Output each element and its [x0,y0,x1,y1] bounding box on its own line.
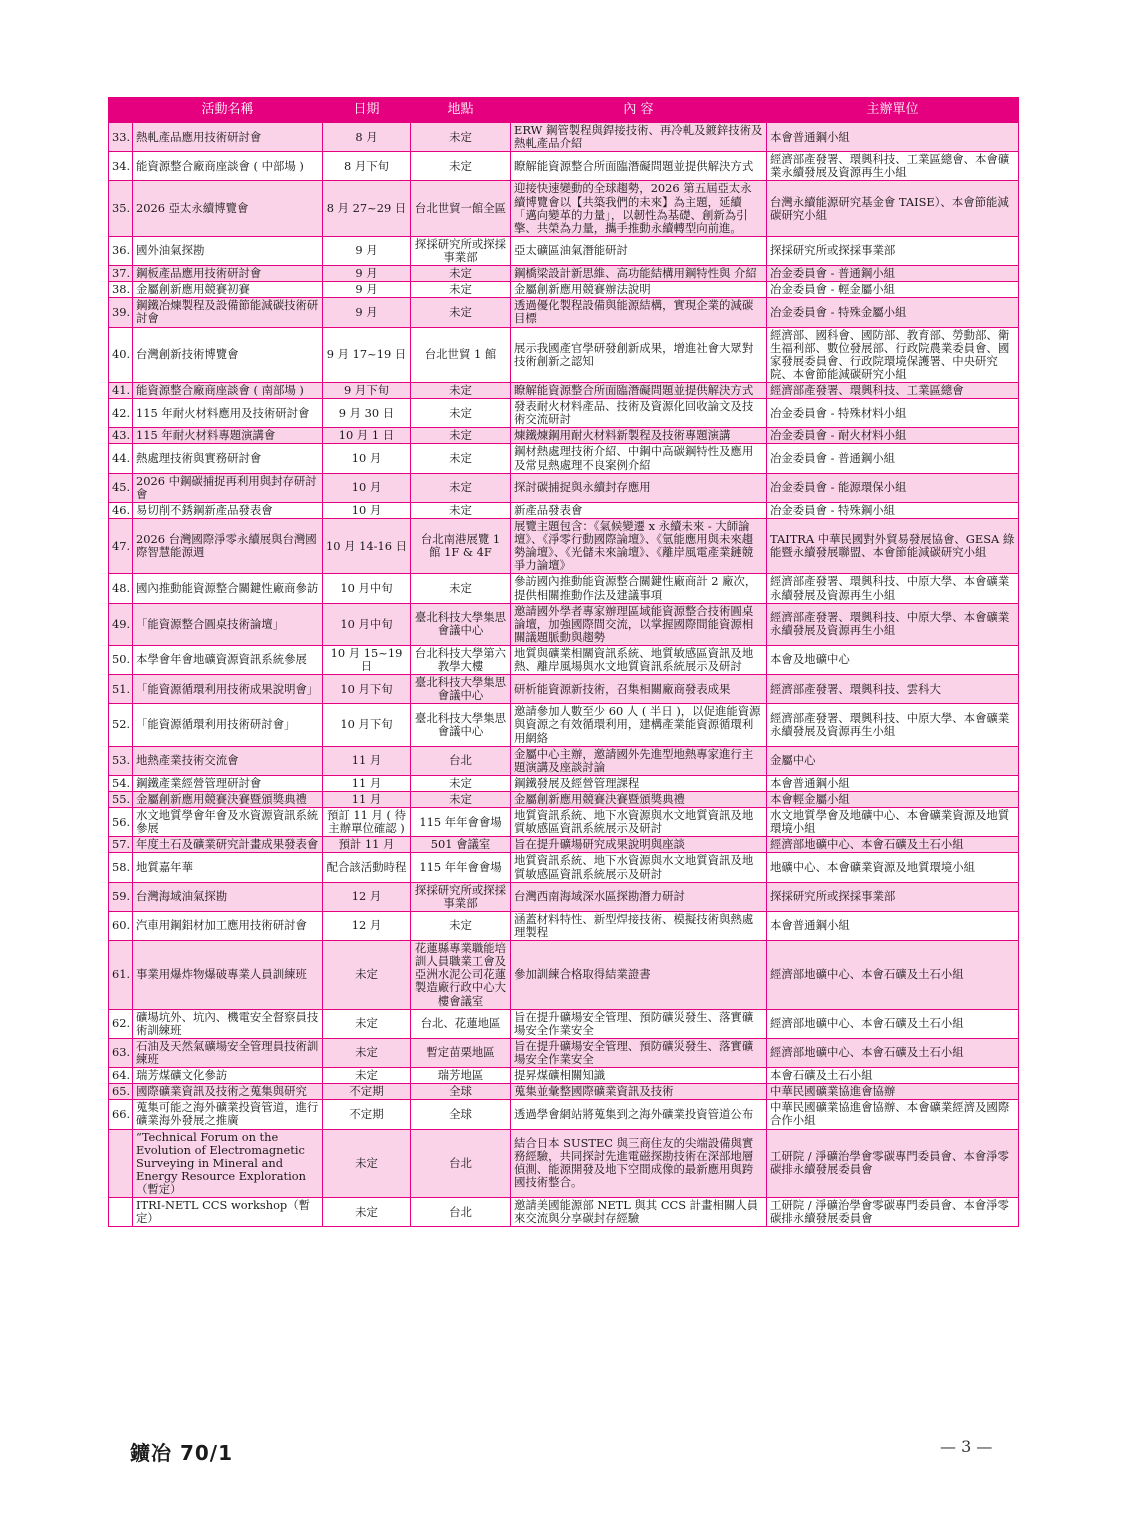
location-cell: 115 年年會會場 [411,853,511,882]
content-cell: 邀請國外學者專家辦理區域能資源整合技術圓桌論壇，加強國際間交流，以掌握國際間能資源相關議題脈動與趨勢 [511,603,767,645]
content-cell: 邀請參加人數至少 60 人 ( 半日 )，以促進能資源與資源之有效循環利用，建構產業能資源循環利用網絡 [511,704,767,746]
event-name-cell: 2026 亞太永續博覽會 [133,181,323,236]
location-cell: 全球 [411,1100,511,1129]
event-name-cell: 熱處理技術與實務研討會 [133,444,323,473]
event-name-cell: 台灣海域油氣探勘 [133,882,323,911]
content-cell: ERW 鋼管製程與銲接技術、再冷軋及鍍鋅技術及熱軋產品介紹 [511,123,767,152]
table-row [109,645,1019,674]
content-cell: 展示我國產官學研發創新成果，增進社會大眾對技術創新之認知 [511,327,767,382]
date-cell: 9 月 30 日 [323,399,411,428]
event-name-cell: 金屬創新應用競賽初賽 [133,282,323,298]
organizer-cell: 探採研究所或探採事業部 [767,236,1019,265]
event-name-cell: 2026 台灣國際淨零永續展與台灣國際智慧能源週 [133,518,323,573]
header-index-cell [109,98,133,123]
row-number: 38. [109,282,133,298]
location-cell: 台北 [411,1129,511,1198]
row-number: 49. [109,603,133,645]
content-cell: 參訪國內推動能資源整合關鍵性廠商計 2 廠次，提供相關推動作法及建議事項 [511,574,767,603]
location-cell: 臺北科技大學集思會議中心 [411,704,511,746]
organizer-cell: 工研院 / 淨礦治學會零碳專門委員會、本會淨零碳排永續發展委員會 [767,1129,1019,1198]
events-table [108,97,1019,1227]
row-number: 59. [109,882,133,911]
location-cell: 未定 [411,911,511,940]
event-name-cell: 115 年耐火材料專題演講會 [133,428,323,444]
date-cell: 9 月 [323,266,411,282]
date-cell: 10 月下旬 [323,675,411,704]
table-row [109,792,1019,808]
location-cell: 臺北科技大學集思會議中心 [411,603,511,645]
date-cell: 未定 [323,1068,411,1084]
table-row [109,603,1019,645]
row-number: 43. [109,428,133,444]
row-number: 34. [109,152,133,181]
row-number: 54. [109,775,133,791]
table-row [109,502,1019,518]
organizer-cell: 本會普通鋼小組 [767,775,1019,791]
organizer-cell: 冶金委員會 - 特殊鋼小組 [767,502,1019,518]
content-cell: 展覽主題包含：《氣候變遷 x 永續未來 - 大師論壇》、《淨零行動國際論壇》、《氫能應用與未來趨勢論壇》、《光儲未來論壇》、《離岸風電產業鏈競爭力論壇》 [511,518,767,573]
content-cell: 探討碳捕捉與永續封存應用 [511,473,767,502]
organizer-cell: 金屬中心 [767,746,1019,775]
event-name-cell: 台灣創新技術博覽會 [133,327,323,382]
content-cell: 旨在提升礦場安全管理、預防礦災發生、落實礦場安全作業安全 [511,1009,767,1038]
event-name-cell: 鋼板產品應用技術研討會 [133,266,323,282]
table-row [109,444,1019,473]
table-row [109,574,1019,603]
table-row [109,853,1019,882]
table-row [109,1084,1019,1100]
organizer-cell: 冶金委員會 - 輕金屬小組 [767,282,1019,298]
date-cell: 未定 [323,941,411,1010]
date-cell: 9 月 [323,282,411,298]
content-cell: 研析能資源新技術，召集相關廠商發表成果 [511,675,767,704]
content-cell: 鋼材熱處理技術介紹、中鋼中高碳鋼特性及應用及常見熱處理不良案例介紹 [511,444,767,473]
content-cell: 亞太礦區油氣潛能研討 [511,236,767,265]
content-cell: 提昇煤礦相關知識 [511,1068,767,1084]
event-name-cell: 礦場坑外、坑內、機電安全督察員技術訓練班 [133,1009,323,1038]
table-row [109,298,1019,327]
header-location: 地點 [411,98,511,123]
row-number: 42. [109,399,133,428]
date-cell: 10 月下旬 [323,704,411,746]
organizer-cell: 冶金委員會 - 普通鋼小組 [767,444,1019,473]
row-number [109,1198,133,1227]
content-cell: 邀請美國能源部 NETL 與其 CCS 計畫相關人員來交流與分享碳封存經驗 [511,1198,767,1227]
location-cell: 暫定苗栗地區 [411,1038,511,1067]
table-row [109,1129,1019,1198]
location-cell: 未定 [411,282,511,298]
organizer-cell: 台灣永續能源研究基金會 TAISE）、本會節能減碳研究小組 [767,181,1019,236]
row-number [109,1129,133,1198]
table-row [109,518,1019,573]
content-cell: 金屬創新應用競賽決賽暨頒獎典禮 [511,792,767,808]
organizer-cell: 冶金委員會 - 耐火材料小組 [767,428,1019,444]
organizer-cell: 經濟部產發署、環興科技、中原大學、本會礦業永續發展及資源再生小組 [767,704,1019,746]
event-name-cell: 國外油氣探勘 [133,236,323,265]
location-cell: 未定 [411,473,511,502]
page-number: — 3 — [940,1437,993,1456]
event-name-cell: 國際礦業資訊及技術之蒐集與研究 [133,1084,323,1100]
date-cell: 8 月 27~29 日 [323,181,411,236]
location-cell: 探採研究所或探採事業部 [411,236,511,265]
content-cell: 發表耐火材料產品、技術及資源化回收論文及技術交流研討 [511,399,767,428]
event-name-cell: 熱軋產品應用技術研討會 [133,123,323,152]
content-cell: 透過學會網站將蒐集到之海外礦業投資管道公布 [511,1100,767,1129]
content-cell: 旨在提升礦場安全管理、預防礦災發生、落實礦場安全作業安全 [511,1038,767,1067]
row-number: 57. [109,837,133,853]
row-number: 65. [109,1084,133,1100]
date-cell: 10 月 [323,473,411,502]
row-number: 63. [109,1038,133,1067]
row-number: 33. [109,123,133,152]
date-cell: 未定 [323,1129,411,1198]
table-row [109,181,1019,236]
row-number: 41. [109,382,133,398]
header-organizer: 主辦單位 [767,98,1019,123]
location-cell: 未定 [411,792,511,808]
table-row [109,152,1019,181]
table-row [109,882,1019,911]
organizer-cell: 經濟部產發署、環興科技、雲科大 [767,675,1019,704]
event-name-cell: 易切削不銹鋼新產品發表會 [133,502,323,518]
content-cell: 鋼鐵發展及經營管理課程 [511,775,767,791]
content-cell: 地質資訊系統、地下水資源與水文地質資訊及地質敏感區資訊系統展示及研討 [511,808,767,837]
row-number: 50. [109,645,133,674]
location-cell: 探採研究所或探採事業部 [411,882,511,911]
table-row [109,382,1019,398]
organizer-cell: 冶金委員會 - 能源環保小組 [767,473,1019,502]
date-cell: 11 月 [323,746,411,775]
header-event-name: 活動名稱 [133,98,323,123]
location-cell: 台北、花蓮地區 [411,1009,511,1038]
date-cell: 9 月 [323,298,411,327]
content-cell: 涵蓋材料特性、新型焊接技術、模擬技術與熱處理製程 [511,911,767,940]
date-cell: 12 月 [323,882,411,911]
date-cell: 11 月 [323,792,411,808]
content-cell: 金屬中心主辦，邀請國外先進型地熱專家進行主題演講及座談討論 [511,746,767,775]
table-row [109,837,1019,853]
organizer-cell: 本會普通鋼小組 [767,123,1019,152]
organizer-cell: 經濟部產發署、環興科技、中原大學、本會礦業永續發展及資源再生小組 [767,574,1019,603]
date-cell: 10 月中旬 [323,603,411,645]
organizer-cell: 本會普通鋼小組 [767,911,1019,940]
content-cell: 結合日本 SUSTEC 與三商住友的尖端設備與實務經驗，共同探討先進電磁探勘技術在深部地層偵測、能源開發及地下空間成像的最新應用與跨國技術整合。 [511,1129,767,1198]
date-cell: 不定期 [323,1100,411,1129]
organizer-cell: 本會及地礦中心 [767,645,1019,674]
table-header-row [109,98,1019,123]
content-cell: 金屬創新應用競賽辦法說明 [511,282,767,298]
row-number: 58. [109,853,133,882]
event-name-cell: 地質嘉年華 [133,853,323,882]
date-cell: 未定 [323,1038,411,1067]
table-row [109,911,1019,940]
table-row [109,675,1019,704]
organizer-cell: 探採研究所或探採事業部 [767,882,1019,911]
table-row [109,775,1019,791]
event-name-cell: 汽車用鋼鋁材加工應用技術研討會 [133,911,323,940]
organizer-cell: 經濟部地礦中心、本會石礦及土石小組 [767,837,1019,853]
table-row [109,1068,1019,1084]
location-cell: 未定 [411,382,511,398]
date-cell: 12 月 [323,911,411,940]
table-row [109,1198,1019,1227]
organizer-cell: 中華民國礦業協進會協辦、本會礦業經濟及國際合作小組 [767,1100,1019,1129]
event-name-cell: 「能資源整合圓桌技術論壇」 [133,603,323,645]
location-cell: 台北 [411,1198,511,1227]
table-row [109,123,1019,152]
content-cell: 瞭解能資源整合所面臨潛礙問題並提供解決方式 [511,382,767,398]
date-cell: 不定期 [323,1084,411,1100]
event-name-cell: “Technical Forum on the Evolution of Electromagnetic Surveying in Mineral and Energy Resource Exploration（暫定） [133,1129,323,1198]
location-cell: 台北世貿 1 館 [411,327,511,382]
row-number: 47. [109,518,133,573]
date-cell: 10 月 [323,444,411,473]
row-number: 35. [109,181,133,236]
table-row [109,473,1019,502]
location-cell: 501 會議室 [411,837,511,853]
event-name-cell: ITRI-NETL CCS workshop（暫定） [133,1198,323,1227]
row-number: 56. [109,808,133,837]
organizer-cell: 工研院 / 淨礦治學會零碳專門委員會、本會淨零碳排永續發展委員會 [767,1198,1019,1227]
table-row [109,746,1019,775]
organizer-cell: 經濟部地礦中心、本會石礦及土石小組 [767,1038,1019,1067]
row-number: 51. [109,675,133,704]
date-cell: 9 月下旬 [323,382,411,398]
event-name-cell: 蒐集可能之海外礦業投資管道，進行礦業海外發展之推廣 [133,1100,323,1129]
location-cell: 未定 [411,444,511,473]
location-cell: 台北南港展覽 1 館 1F & 4F [411,518,511,573]
row-number: 45. [109,473,133,502]
event-name-cell: 石油及天然氣礦場安全管理員技術訓練班 [133,1038,323,1067]
date-cell: 配合該活動時程 [323,853,411,882]
event-name-cell: 鋼鐵產業經營管理研討會 [133,775,323,791]
organizer-cell: 經濟部地礦中心、本會石礦及土石小組 [767,1009,1019,1038]
table-row [109,704,1019,746]
journal-title: 鑛冶 70/1 [130,1441,234,1465]
location-cell: 115 年年會會場 [411,808,511,837]
organizer-cell: 冶金委員會 - 特殊材料小組 [767,399,1019,428]
content-cell: 煉鐵煉鋼用耐火材料新製程及技術專題演講 [511,428,767,444]
date-cell: 預訂 11 月 ( 待主辦單位確認 ) [323,808,411,837]
organizer-cell: 本會輕金屬小組 [767,792,1019,808]
organizer-cell: TAITRA 中華民國對外貿易發展協會、GESA 綠能暨永續發展聯盟、本會節能減碳研究小組 [767,518,1019,573]
location-cell: 台北科技大學第六教學大樓 [411,645,511,674]
date-cell: 10 月 15~19 日 [323,645,411,674]
location-cell: 臺北科技大學集思會議中心 [411,675,511,704]
row-number: 46. [109,502,133,518]
event-name-cell: 「能資源循環利用技術成果說明會」 [133,675,323,704]
header-date: 日期 [323,98,411,123]
header-content: 內 容 [511,98,767,123]
content-cell: 瞭解能資源整合所面臨潛礙問題並提供解決方式 [511,152,767,181]
row-number: 62. [109,1009,133,1038]
location-cell: 未定 [411,775,511,791]
event-name-cell: 能資源整合廠商座談會 ( 南部場 ) [133,382,323,398]
table-row [109,1009,1019,1038]
location-cell: 未定 [411,123,511,152]
organizer-cell: 經濟部、國科會、國防部、教育部、勞動部、衛生福利部、數位發展部、行政院農業委員會、國家發展委員會、行政院環境保護署、中央研究院、本會節能減碳研究小組 [767,327,1019,382]
date-cell: 9 月 17~19 日 [323,327,411,382]
content-cell: 蒐集並彙整國際礦業資訊及技術 [511,1084,767,1100]
event-name-cell: 「能資源循環利用技術研討會」 [133,704,323,746]
date-cell: 8 月 [323,123,411,152]
location-cell: 台北 [411,746,511,775]
row-number: 39. [109,298,133,327]
content-cell: 地質與礦業相關資訊系統、地質敏感區資訊及地熱、離岸風場與水文地質資訊系統展示及研討 [511,645,767,674]
table-row [109,282,1019,298]
content-cell: 鋼橋梁設計新思維、高功能結構用鋼特性與 介紹 [511,266,767,282]
organizer-cell: 水文地質學會及地礦中心、本會礦業資源及地質環境小組 [767,808,1019,837]
row-number: 64. [109,1068,133,1084]
content-cell: 旨在提升礦場研究成果說明與座談 [511,837,767,853]
location-cell: 未定 [411,298,511,327]
organizer-cell: 經濟部產發署、環興科技、中原大學、本會礦業永續發展及資源再生小組 [767,603,1019,645]
row-number: 37. [109,266,133,282]
content-cell: 參加訓練合格取得結業證書 [511,941,767,1010]
event-name-cell: 金屬創新應用競賽決賽暨頒獎典禮 [133,792,323,808]
organizer-cell: 經濟部產發署、環興科技、工業區總會、本會礦業永續發展及資源再生小組 [767,152,1019,181]
content-cell: 新產品發表會 [511,502,767,518]
organizer-cell: 地礦中心、本會礦業資源及地質環境小組 [767,853,1019,882]
row-number: 55. [109,792,133,808]
location-cell: 未定 [411,502,511,518]
event-name-cell: 國內推動能資源整合關鍵性廠商參訪 [133,574,323,603]
event-name-cell: 2026 中鋼碳捕捉再利用與封存研討會 [133,473,323,502]
date-cell: 10 月 1 日 [323,428,411,444]
content-cell: 透過優化製程設備與能源結構，實現企業的減碳目標 [511,298,767,327]
row-number: 44. [109,444,133,473]
date-cell: 10 月 [323,502,411,518]
content-cell: 迎接快速變動的全球趨勢，2026 第五屆亞太永續博覽會以【共築我們的未來】為主題，延續「邁向變革的力量」，以韌性為基礎、創新為引擎、共榮為力量，攜手推動永續轉型向前進。 [511,181,767,236]
table-row [109,399,1019,428]
location-cell: 未定 [411,152,511,181]
content-cell: 地質資訊系統、地下水資源與水文地質資訊及地質敏感區資訊系統展示及研討 [511,853,767,882]
table-row [109,236,1019,265]
date-cell: 預計 11 月 [323,837,411,853]
table-row [109,327,1019,382]
event-name-cell: 水文地質學會年會及水資源資訊系統參展 [133,808,323,837]
row-number: 66. [109,1100,133,1129]
event-name-cell: 鋼鐵冶煉製程及設備節能減碳技術研討會 [133,298,323,327]
organizer-cell: 經濟部地礦中心、本會石礦及土石小組 [767,941,1019,1010]
organizer-cell: 本會石礦及土石小組 [767,1068,1019,1084]
date-cell: 未定 [323,1009,411,1038]
row-number: 52. [109,704,133,746]
table-row [109,1038,1019,1067]
organizer-cell: 冶金委員會 - 特殊金屬小組 [767,298,1019,327]
event-name-cell: 事業用爆炸物爆破專業人員訓練班 [133,941,323,1010]
row-number: 40. [109,327,133,382]
event-name-cell: 年度土石及礦業研究計畫成果發表會 [133,837,323,853]
organizer-cell: 中華民國礦業協進會協辦 [767,1084,1019,1100]
location-cell: 未定 [411,399,511,428]
event-name-cell: 能資源整合廠商座談會 ( 中部場 ) [133,152,323,181]
event-name-cell: 瑞芳煤礦文化參訪 [133,1068,323,1084]
table-row [109,428,1019,444]
event-name-cell: 本學會年會地礦資源資訊系統參展 [133,645,323,674]
content-cell: 台灣西南海域深水區探勘潛力研討 [511,882,767,911]
date-cell: 10 月中旬 [323,574,411,603]
row-number: 53. [109,746,133,775]
date-cell: 9 月 [323,236,411,265]
date-cell: 10 月 14-16 日 [323,518,411,573]
event-name-cell: 地熱產業技術交流會 [133,746,323,775]
location-cell: 瑞芳地區 [411,1068,511,1084]
row-number: 48. [109,574,133,603]
table-row [109,808,1019,837]
location-cell: 全球 [411,1084,511,1100]
location-cell: 花蓮縣專業職能培訓人員職業工會及亞洲水泥公司花蓮製造廠行政中心大樓會議室 [411,941,511,1010]
table-row [109,941,1019,1010]
location-cell: 台北世貿一館全區 [411,181,511,236]
organizer-cell: 冶金委員會 - 普通鋼小組 [767,266,1019,282]
row-number: 36. [109,236,133,265]
location-cell: 未定 [411,574,511,603]
table-row [109,1100,1019,1129]
location-cell: 未定 [411,428,511,444]
table-row [109,266,1019,282]
event-name-cell: 115 年耐火材料應用及技術研討會 [133,399,323,428]
date-cell: 8 月下旬 [323,152,411,181]
row-number: 61. [109,941,133,1010]
row-number: 60. [109,911,133,940]
date-cell: 未定 [323,1198,411,1227]
date-cell: 11 月 [323,775,411,791]
location-cell: 未定 [411,266,511,282]
organizer-cell: 經濟部產發署、環興科技、工業區總會 [767,382,1019,398]
